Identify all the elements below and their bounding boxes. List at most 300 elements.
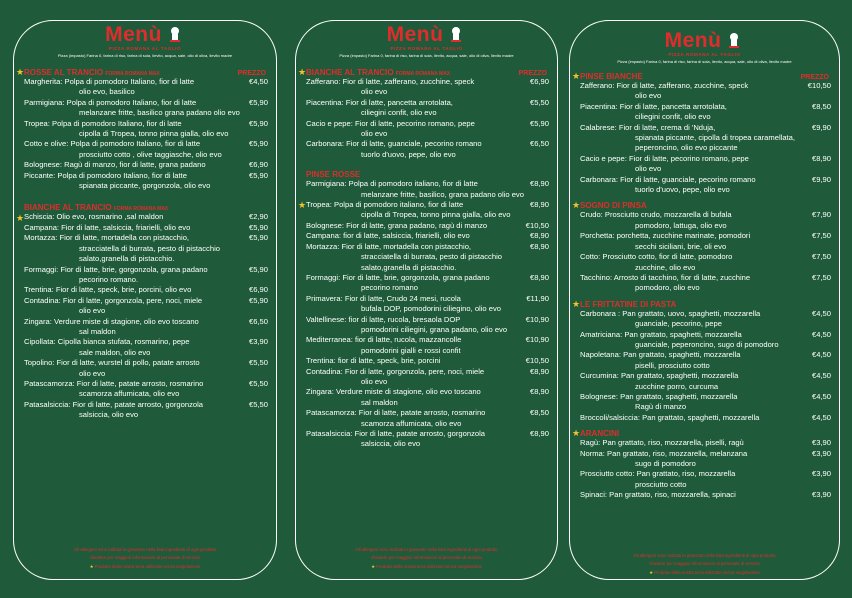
item-price: €7,50 (811, 272, 831, 282)
item-description: Polpa di pomodoro Italiano, fior di latte (70, 139, 201, 149)
menu-item (570, 371, 839, 392)
item-price: €8,90 (529, 179, 549, 189)
section-rosse (14, 68, 276, 191)
item-description-continued: cipolla di Tropea, tonno pinna gialla, olio evo (361, 210, 511, 220)
item-description-continued: tuorlo d'uovo, pepe, olio evo (361, 149, 456, 159)
menu-item (296, 242, 557, 273)
item-description: Fior di latte, patate arrosto, rosmarino (358, 408, 486, 418)
item-name: Cacio e pepe: (580, 153, 627, 163)
brand-logo: Menù (664, 29, 722, 52)
item-price: €8,90 (529, 429, 549, 438)
item-price: €5,90 (248, 118, 268, 128)
item-description-continued: pomodoro, olio evo (635, 283, 700, 293)
item-name: Carbonara : (580, 308, 621, 318)
item-name: Piacentina: (306, 97, 344, 107)
item-name: Bolognese: (580, 391, 618, 401)
item-price: €7,50 (811, 231, 831, 241)
item-description: Pan grattato, riso, mozzarella (636, 469, 736, 479)
item-name: Zafferano: (580, 81, 615, 90)
item-description-continued: salsiccia, olio evo (79, 410, 139, 420)
item-price: €4,50 (811, 350, 831, 360)
item-price: €5,50 (529, 97, 549, 107)
menu-item (296, 335, 557, 356)
menu-item (296, 179, 557, 200)
item-price: €8,90 (529, 200, 549, 210)
item-description-continued: olio evo (635, 164, 662, 174)
star-icon: ★ (16, 67, 25, 77)
item-name: Mediterranea: (306, 335, 353, 345)
menu-item (14, 265, 276, 286)
item-description-continued: ciliegini confit, olio evo (635, 112, 711, 122)
menu-item (570, 330, 839, 351)
brand-logo: Menù (105, 23, 162, 46)
item-description: Fior di latte, patate arrosto, gorgonzola (72, 399, 203, 409)
item-description: Cipolla bianca stufata, rosmarino, pepe (57, 337, 190, 347)
item-price: €8,50 (811, 101, 831, 111)
item-name: Patascamorza: (306, 408, 357, 418)
item-description-continued: melanzane fritte, basilico, grana padano olio evo (361, 189, 524, 199)
item-name: Zingara: (306, 387, 334, 397)
star-icon: ★ (16, 213, 25, 224)
item-description: Pan grattato, spaghetti, mozzarella (623, 350, 741, 360)
section-title: PINSE ROSSE (306, 170, 361, 180)
brand-subtitle: PIZZA ROMANA AL TAGLIO (668, 52, 741, 57)
section-arancini (570, 429, 839, 500)
menu-item (14, 119, 276, 140)
menu-item (14, 400, 276, 421)
section-note: FORMA ROMANA MAX (105, 71, 160, 77)
menu-item (570, 175, 839, 196)
item-description: Fior di latte, guanciale, pecorino romano (346, 139, 482, 149)
item-name: Patasalsiccia: (306, 429, 353, 438)
item-price: €10,50 (525, 356, 549, 366)
item-description: Polpa di pomodoro Italiano, fior di latte (64, 77, 195, 86)
item-name: Campana: (24, 222, 60, 232)
item-price: €5,90 (248, 295, 268, 305)
item-name: Carbonara: (306, 139, 344, 149)
item-description-continued: pecorino romano. (79, 274, 139, 284)
menu-item (296, 200, 557, 221)
item-description: Fior di latte, Crudo 24 mesi, rucola (344, 293, 461, 303)
item-description: Polpa di pomodoro Italiano, fior di latte (57, 170, 187, 180)
item-name: Amatriciana: (580, 329, 623, 339)
item-price: €3,90 (811, 490, 831, 500)
menu-item (14, 233, 276, 264)
item-price: €5,90 (248, 222, 268, 232)
item-price: €5,90 (529, 118, 549, 128)
item-name: Mortazza: (24, 233, 58, 243)
item-price: €3,90 (811, 438, 831, 448)
item-description-continued: bufala DOP, pomodorini ciliegino, olio evo (361, 304, 502, 314)
item-description-continued: olio evo (79, 306, 106, 316)
item-price: €4,50 (811, 412, 831, 422)
section-title: PINSE BIANCHE (580, 72, 643, 81)
item-description: Verdure miste di stagione, olio evo toscano (335, 387, 481, 397)
item-description: Fior di latte, speck, brie, porcini, olio evo (55, 285, 192, 295)
item-price: €5,50 (248, 399, 268, 409)
item-description-continued: prosciutto cotto , olive taggiasche, olio evo (79, 149, 222, 159)
item-name: Napoletana: (580, 350, 621, 360)
menu-item (570, 438, 839, 448)
menu-item (296, 408, 557, 429)
item-description: fior di latte, speck, brie, porcini (337, 356, 441, 366)
star-icon: ★ (298, 67, 307, 77)
allergen-note: Pizza (impasto) Farina 0, farina di riso, farina di soia, lievito, acqua, sale, olio di oliva, lievito madre (57, 53, 233, 58)
item-price: €10,90 (525, 314, 549, 324)
item-price: €11,90 (526, 293, 549, 303)
menu-item (14, 171, 276, 192)
menu-item (296, 356, 557, 366)
item-description: Arrosto di tacchino, fior di latte, zucchine (613, 272, 751, 282)
item-name: Campana: (306, 231, 342, 241)
item-description-continued: prosciutto cotto (635, 479, 687, 489)
item-description-continued: guanciale, peperoncino, sugo di pomodoro (635, 339, 779, 349)
star-icon: ★ (649, 569, 653, 575)
item-price: €7,50 (811, 252, 831, 262)
item-name: Zafferano: (306, 77, 341, 86)
item-description: Fior di latte, crema di 'Nduja, (618, 122, 716, 132)
item-name: Calabrese: (580, 122, 617, 132)
item-description-continued: tuorlo d'uovo, pepe, olio evo (635, 185, 730, 195)
brand-subtitle: PIZZA ROMANA AL TAGLIO (390, 46, 463, 51)
item-description: Fior di latte, mortadella con pistacchio, (341, 241, 472, 251)
chef-icon (446, 25, 466, 45)
item-description-continued: piselli, prosciutto cotto (635, 360, 710, 370)
item-description-continued: spianata piccante, cipolla di tropea caramellata, peperoncino, olio evo piccante (635, 133, 795, 153)
section-sogno-pinsa (570, 201, 839, 293)
item-description: Fior di latte, zafferano, zucchine, speck (342, 77, 475, 86)
item-description-continued: olio evo (361, 129, 388, 139)
menu-item (14, 317, 276, 338)
menu-panel-2 (295, 20, 558, 580)
item-description-continued: pomodorini gialli e rossi confit (361, 345, 461, 355)
item-description: fior di latte, salsiccia, friarielli, olio evo (343, 231, 470, 241)
section-title: ARANCINI (580, 429, 620, 439)
menu-item (570, 469, 839, 490)
menu-item (570, 102, 839, 123)
item-name: Curcumina: (580, 371, 619, 381)
item-description: Pan grattato, spaghetti, mozzarella (620, 391, 738, 401)
item-price: €5,90 (248, 233, 268, 243)
menu-item (296, 294, 557, 315)
item-description: Fior di latte, mortadella con pistacchio, (59, 233, 190, 243)
item-description-continued: guanciale, pecorino, pepe (635, 319, 722, 329)
item-price: €5,90 (248, 97, 268, 107)
section-title: ROSSE AL TRANCIO (24, 68, 104, 77)
item-price: €10,50 (807, 81, 831, 90)
star-icon: ★ (572, 428, 581, 439)
star-icon: ★ (89, 563, 94, 569)
item-name: Tacchino: (580, 272, 613, 282)
menu-item (14, 296, 276, 317)
footer-note: Gli allergeni sono indicati in grassetto nella lista ingredienti di ogni prodotto chiedere per maggiori informazioni al personale di servizio ★ Prodotto della nostra terra utilizzato senza surgelazione (633, 552, 776, 575)
section-note: FORMA ROMANA MAX (113, 206, 169, 213)
item-name: Valtellinese: (306, 314, 347, 324)
item-price: €4,50 (811, 391, 831, 401)
item-price: €6,90 (248, 160, 268, 170)
item-description-continued: sale maldon, olio evo (79, 347, 151, 357)
section-pinse-bianche (570, 72, 839, 195)
menu-item (570, 350, 839, 371)
menu-item (296, 387, 557, 408)
menu-item (14, 98, 276, 119)
footer-note: Gli allergeni sono indicati in grassetto nella lista ingredienti di ogni prodotto chiedere per maggiori informazioni al personale di servizio ★ Prodotto della nostra terra utilizzato senza surgelazione (73, 546, 217, 569)
item-name: Spinaci: (580, 490, 608, 500)
item-description-continued: melanzane fritte, basilico grana padano olio evo (79, 108, 240, 118)
item-name: Crudo: (580, 210, 603, 220)
menu-item (570, 81, 839, 102)
menu-item (296, 231, 557, 241)
section-pinse-rosse (296, 170, 557, 450)
item-price: €3,90 (811, 448, 831, 458)
menu-item (296, 119, 557, 140)
footer-note: Gli allergeni sono indicati in grassetto nella lista ingredienti di ogni prodotto chiedere per maggiori informazioni al personale di servizio ★ Prodotto della nostra terra utilizzato senza surgelazione (355, 546, 498, 569)
item-name: Ragù: (580, 438, 601, 448)
item-description-continued: spianata piccante, gorgonzola, olio evo (79, 181, 211, 191)
item-price: €8,90 (811, 153, 831, 163)
item-name: Piacentina: (580, 101, 618, 111)
item-price: €4,50 (811, 371, 831, 381)
menu-item (296, 221, 557, 231)
item-price: €4,50 (811, 308, 831, 318)
item-name: Tropea: (24, 118, 50, 128)
item-price: €8,90 (529, 366, 549, 376)
item-name: Bolognese: (306, 220, 344, 230)
item-name: Trentina: (306, 356, 336, 366)
price-header: PREZZO (237, 70, 266, 77)
item-price: €5,50 (248, 378, 268, 388)
item-price: €8,50 (529, 408, 549, 418)
item-description: Olio evo, rosmarino ,sal maldon (56, 212, 164, 222)
brand-header (570, 29, 839, 64)
item-name: Prosciutto cotto: (580, 469, 635, 479)
item-price: €3,90 (811, 469, 831, 479)
section-title: SOGNO DI PINSA (580, 201, 647, 211)
menu-item (14, 139, 276, 160)
section-bianche-trancio (296, 68, 557, 160)
item-description: Fior di latte, zafferano, zucchine, speck (616, 81, 749, 90)
item-price: €10,90 (525, 335, 549, 345)
menu-item (570, 413, 839, 423)
menu-item (570, 154, 839, 175)
item-description: Fior di latte, patate arrosto, rosmarino (76, 378, 204, 388)
item-description-continued: zucchine porro, curcuma (635, 381, 719, 391)
item-name: Formaggi: (24, 264, 59, 274)
item-description-continued: olio evo (361, 87, 388, 97)
item-description: Fior di latte, patate arrosto, gorgonzola (354, 429, 485, 438)
item-description: Fior di latte, pecorino romano, pepe (355, 118, 475, 128)
item-name: Contadina: (306, 366, 343, 376)
item-name: Broccoli/salsiccia: (580, 412, 640, 422)
item-description-continued: secchi siciliani, brie, oli evo (635, 241, 727, 251)
item-description-continued: pomodoro, lattuga, olio evo (635, 220, 727, 230)
star-icon: ★ (371, 563, 375, 569)
item-name: Formaggi: (306, 272, 341, 282)
item-description-continued: olio evo (361, 376, 388, 386)
menu-item (570, 123, 839, 154)
menu-item (14, 337, 276, 358)
item-description: Prosciutto crudo, mozzarella di bufala (604, 210, 732, 220)
section-title: BIANCHE AL TRANCIO (24, 203, 112, 213)
item-description: Fior di latte, salsiccia, friarielli, olio evo (61, 222, 191, 232)
menu-item (570, 231, 839, 252)
item-name: Cotto e olive: (24, 139, 69, 149)
item-description-continued: ciliegini confit, olio evo (361, 108, 437, 118)
item-price: €5,90 (248, 139, 268, 149)
section-title: LE FRITTATINE DI PASTA (580, 299, 677, 309)
section-title: BIANCHE AL TRANCIO (306, 68, 394, 77)
menu-item (296, 273, 557, 294)
menu-item (570, 273, 839, 294)
item-description-continued: pecorino romano (361, 283, 418, 293)
item-description: Verdure miste di stagione, olio evo toscano (53, 316, 199, 326)
item-name: Carbonara: (580, 174, 618, 184)
brand-logo: Menù (386, 23, 444, 46)
item-description-continued: pomodorini ciliegini, grana padano, olio evo (361, 324, 508, 334)
menu-item (14, 223, 276, 233)
brand-subtitle: PIZZA ROMANA AL TAGLIO (108, 46, 182, 51)
price-header: PREZZO (800, 74, 829, 81)
item-description: Fior di latte, gorgonzola, pere, noci, miele (344, 366, 485, 376)
brand-header (14, 23, 276, 58)
item-name: Cipollata: (24, 337, 56, 347)
item-price: €5,90 (248, 170, 268, 180)
item-description-continued: olio evo (635, 91, 662, 101)
menu-item (14, 379, 276, 400)
item-name: Primavera: (306, 293, 343, 303)
item-price: €6,50 (529, 139, 549, 149)
item-price: €5,90 (248, 264, 268, 274)
item-description: Pan grattato, riso, mozzarella, piselli, ragù (602, 438, 744, 448)
item-name: Porchetta: (580, 231, 615, 241)
menu-item (296, 367, 557, 388)
menu-panel-3 (569, 20, 840, 580)
menu-item (570, 252, 839, 273)
allergen-note: Pizza (impasto) Farina 0, farina di riso, farina di soia, lievito, acqua, sale, olio di oliva, lievito madre (339, 53, 514, 58)
item-price: €8,90 (529, 272, 549, 282)
item-description: fior di latte, rucola, mazzancolle (354, 335, 462, 345)
menu-item (570, 309, 839, 330)
item-price: €4,50 (248, 77, 268, 86)
item-description: fior di latte, rucola, bresaola DOP (348, 314, 461, 324)
item-description: Ragù di manzo, fior di latte, grana padano (64, 160, 206, 170)
item-price: €4,50 (811, 329, 831, 339)
menu-item (14, 285, 276, 295)
item-description-continued: zucchine, olio evo (635, 262, 696, 272)
item-description: Fior di latte, brie, gorgonzola, grana padano (60, 264, 208, 274)
item-description-continued: sal maldon (361, 397, 398, 407)
item-description: Prosciutto cotto, fior di latte, pomodoro (602, 252, 733, 262)
item-description: Pan grattato, uovo, spaghetti, mozzarella (622, 308, 761, 318)
menu-item (14, 212, 276, 222)
item-name: Zingara: (24, 316, 52, 326)
star-icon: ★ (298, 200, 307, 211)
section-bianche (14, 203, 276, 420)
item-price: €6,90 (529, 77, 549, 86)
item-description-continued: scamorza affumicata, olio evo (79, 389, 180, 399)
item-description: Pan grattato, spaghetti, mozzarella (624, 329, 742, 339)
menu-item (296, 429, 557, 450)
menu-item (570, 449, 839, 470)
menu-item (296, 77, 557, 98)
item-description: porchetta, zucchine marinate, pomodori (616, 231, 751, 241)
item-price: €5,50 (248, 358, 268, 368)
item-name: Patascamorza: (24, 378, 75, 388)
item-price: €6,50 (248, 316, 268, 326)
item-name: Piccante: (24, 170, 56, 180)
item-description: Fior di latte, pecorino romano, pepe (629, 153, 749, 163)
item-description-continued: stracciatella di burrata, pesto di pistacchio salato,granella di pistacchio. (361, 252, 502, 272)
item-description-continued: cipolla di Tropea, tonno pinna gialla, olio evo (79, 129, 229, 139)
menu-item (570, 490, 839, 500)
item-price: €3,90 (248, 337, 268, 347)
item-description: Fior di latte, brie, gorgonzola, grana padano (342, 272, 490, 282)
item-description: Fior di latte, pancetta arrotolata, (619, 101, 727, 111)
item-price: €7,90 (811, 210, 831, 220)
item-description: Pan grattato, spaghetti, mozzarella (642, 412, 760, 422)
chef-icon (724, 31, 744, 51)
item-name: Margherita: (24, 77, 63, 86)
menu-item (570, 392, 839, 413)
item-price: €6,90 (248, 285, 268, 295)
menu-panel-1 (13, 20, 277, 580)
item-price: €2,90 (248, 212, 268, 222)
item-description-continued: olio evo, basilico (79, 87, 135, 97)
item-description-continued: stracciatella di burrata, pesto di pistacchio salato,granella di pistacchio. (79, 243, 220, 264)
item-description-continued: sal maldon (79, 326, 116, 336)
price-header: PREZZO (518, 70, 547, 77)
item-description: Polpa di pomodoro Italiano, fior di latte (66, 97, 197, 107)
item-description: Pan grattato, riso, mozzarella, melanzana (607, 448, 748, 458)
item-description: Fior di latte, grana padano, ragù di manzo (346, 220, 488, 230)
allergen-note: Pizza (impasto) Farina 0, farina di riso, farina di soia, lievito, acqua, sale, olio di oliva, lievito madre (617, 59, 792, 64)
item-price: €8,90 (529, 231, 549, 241)
item-name: Trentina: (24, 285, 54, 295)
section-frittatine (570, 300, 839, 423)
item-name: Contadina: (24, 295, 61, 305)
item-description: Fior di latte, gorgonzola, pere, noci, miele (62, 295, 203, 305)
item-description: Polpa di pomodoro italiano, fior di latte (334, 200, 464, 210)
menu-item (14, 358, 276, 379)
item-name: Parmigiana: (306, 179, 347, 189)
item-description: Fior di latte, guanciale, pecorino romano (620, 174, 756, 184)
item-description: Fior di latte, wurstel di pollo, patate arrosto (56, 358, 200, 368)
star-icon: ★ (572, 200, 581, 211)
star-icon: ★ (572, 298, 581, 309)
menu-item (570, 210, 839, 231)
item-description-continued: sugo di pomodoro (635, 459, 696, 468)
item-price: €9,90 (811, 174, 831, 184)
item-description: Polpa di pomodoro italiano, fior di latte (348, 179, 478, 189)
item-description: Pan grattato, riso, mozzarella, spinaci (609, 490, 736, 500)
item-description-continued: salsiccia, olio evo (361, 439, 421, 449)
item-name: Mortazza: (306, 241, 340, 251)
star-icon: ★ (572, 71, 581, 81)
menu-item (296, 98, 557, 119)
item-description: Pan grattato, spaghetti, mozzarella (620, 371, 739, 381)
item-name: Cacio e pepe: (306, 118, 353, 128)
item-price: €8,90 (529, 387, 549, 397)
item-name: Parmigiana: (24, 97, 65, 107)
item-name: Topolino: (24, 358, 55, 368)
menu-item (296, 139, 557, 160)
item-description: Polpa di pomodoro Italiano, fior di latte (52, 118, 182, 128)
item-description-continued: Ragù di manzo (635, 402, 687, 412)
item-description: Fior di latte, pancetta arrotolata, (345, 97, 453, 107)
item-description-continued: olio evo (79, 368, 106, 378)
item-description-continued: scamorza affumicata, olio evo (361, 418, 462, 428)
item-name: Patasalsiccia: (24, 399, 71, 409)
